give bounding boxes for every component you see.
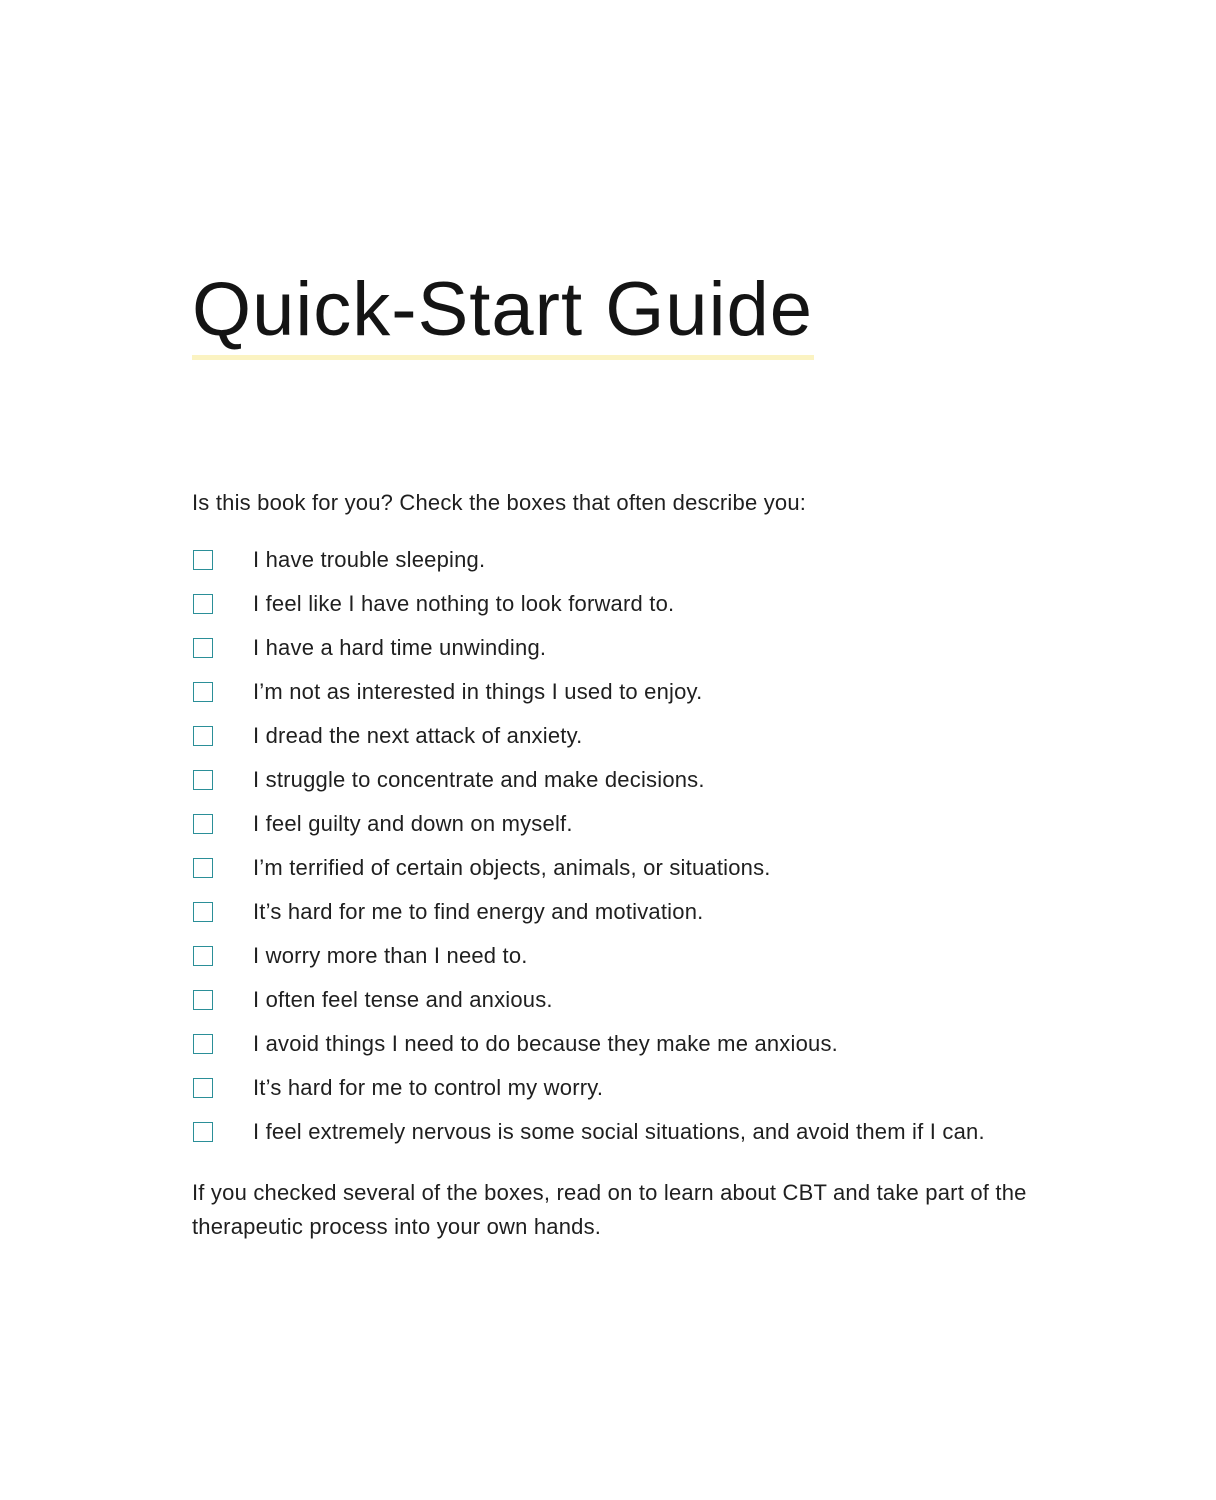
checklist-item-label: It’s hard for me to control my worry. [253, 1075, 604, 1100]
checklist-item [192, 846, 1092, 890]
checklist-item [192, 582, 1092, 626]
checklist-item-label: I avoid things I need to do because they make me anxious. [253, 1031, 838, 1056]
title-underline [192, 355, 814, 360]
checklist-item [192, 538, 1092, 582]
checkbox[interactable] [193, 814, 213, 834]
checkbox[interactable] [193, 1078, 213, 1098]
checklist-item-label: I feel like I have nothing to look forward to. [253, 591, 675, 616]
checklist-item [192, 978, 1092, 1022]
checkbox[interactable] [193, 638, 213, 658]
checkbox[interactable] [193, 682, 213, 702]
checkbox[interactable] [193, 726, 213, 746]
checklist-item [192, 714, 1092, 758]
checklist-item-label: It’s hard for me to find energy and motivation. [253, 899, 704, 924]
checklist-item-label: I have a hard time unwinding. [253, 635, 547, 660]
checkbox[interactable] [193, 770, 213, 790]
page-title: Quick-Start Guide [192, 267, 813, 352]
checkbox[interactable] [193, 946, 213, 966]
checklist [192, 538, 1092, 1154]
checklist-item-label: I’m terrified of certain objects, animals, or situations. [253, 855, 771, 880]
outro-text: If you checked several of the boxes, read on to learn about CBT and take part of the therapeutic process into your own hands. [192, 1180, 1027, 1239]
checklist-item-label: I struggle to concentrate and make decisions. [253, 767, 705, 792]
checklist-item-label: I dread the next attack of anxiety. [253, 723, 583, 748]
checklist-item-label: I feel guilty and down on myself. [253, 811, 573, 836]
checklist-item-label: I worry more than I need to. [253, 943, 528, 968]
checklist-item [192, 1022, 1092, 1066]
checklist-item [192, 1066, 1092, 1110]
checklist-item [192, 890, 1092, 934]
checklist-item-label: I feel extremely nervous is some social situations, and avoid them if I can. [253, 1119, 985, 1144]
checkbox[interactable] [193, 902, 213, 922]
checklist-item [192, 802, 1092, 846]
checklist-item [192, 1110, 1092, 1154]
checkbox[interactable] [193, 990, 213, 1010]
checklist-item [192, 934, 1092, 978]
checkbox[interactable] [193, 550, 213, 570]
checkbox[interactable] [193, 858, 213, 878]
checklist-item-label: I’m not as interested in things I used to enjoy. [253, 679, 703, 704]
checkbox[interactable] [193, 1122, 213, 1142]
checklist-item [192, 758, 1092, 802]
intro-text: Is this book for you? Check the boxes that often describe you: [192, 490, 807, 515]
checklist-item [192, 626, 1092, 670]
checklist-item-label: I often feel tense and anxious. [253, 987, 553, 1012]
checklist-item-label: I have trouble sleeping. [253, 547, 486, 572]
checkbox[interactable] [193, 1034, 213, 1054]
checkbox[interactable] [193, 594, 213, 614]
checklist-item [192, 670, 1092, 714]
